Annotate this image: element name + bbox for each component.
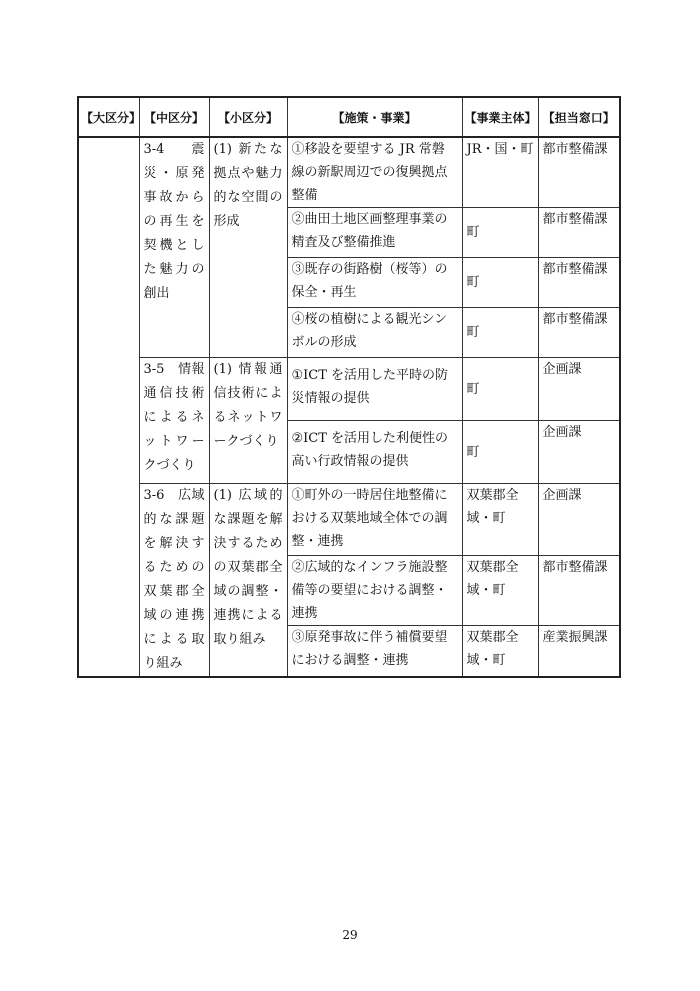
major-category-cell bbox=[78, 137, 139, 677]
minor-category-cell: (1) 新たな拠点や魅力的な空間の形成 bbox=[209, 137, 287, 358]
measure-cell: ④桜の植樹による観光シンボルの形成 bbox=[287, 308, 462, 358]
header-contact-window: 【担当窓口】 bbox=[538, 97, 620, 137]
table-row bbox=[78, 137, 620, 208]
measure-cell: ①町外の一時居住地整備における双葉地域全体での調整・連携 bbox=[287, 484, 462, 556]
measures-table bbox=[77, 96, 621, 678]
entity-cell: 町 bbox=[462, 258, 538, 308]
middle-category-cell: 3-6 広域的な課題を解決するための双葉郡全域の連携による取り組み bbox=[139, 484, 209, 678]
table-row bbox=[78, 358, 620, 421]
minor-category-cell: (1) 広域的な課題を解決するための双葉郡全域の調整・連携による取り組み bbox=[209, 484, 287, 678]
entity-cell: 双葉郡全域・町 bbox=[462, 555, 538, 626]
table-header-row bbox=[78, 97, 620, 137]
window-cell: 産業振興課 bbox=[538, 626, 620, 677]
measure-cell: ①移設を要望する JR 常磐線の新駅周辺での復興拠点整備 bbox=[287, 137, 462, 208]
middle-category-cell: 3-4 震災・原発事故からの再生を契機とした魅力の創出 bbox=[139, 137, 209, 358]
window-cell: 企画課 bbox=[538, 421, 620, 484]
entity-cell: 町 bbox=[462, 421, 538, 484]
header-implementing-body: 【事業主体】 bbox=[462, 97, 538, 137]
measure-cell: ②ICT を活用した利便性の高い行政情報の提供 bbox=[287, 421, 462, 484]
entity-cell: 双葉郡全域・町 bbox=[462, 626, 538, 677]
window-cell: 都市整備課 bbox=[538, 308, 620, 358]
measure-cell: ①ICT を活用した平時の防災情報の提供 bbox=[287, 358, 462, 421]
header-measures: 【施策・事業】 bbox=[287, 97, 462, 137]
window-cell: 企画課 bbox=[538, 358, 620, 421]
entity-cell: 町 bbox=[462, 358, 538, 421]
header-major-category: 【大区分】 bbox=[78, 97, 139, 137]
measure-cell: ②広域的なインフラ施設整備等の要望における調整・連携 bbox=[287, 555, 462, 626]
entity-cell: 双葉郡全域・町 bbox=[462, 484, 538, 556]
window-cell: 都市整備課 bbox=[538, 137, 620, 208]
header-minor-category: 【小区分】 bbox=[209, 97, 287, 137]
window-cell: 都市整備課 bbox=[538, 258, 620, 308]
window-cell: 企画課 bbox=[538, 484, 620, 556]
entity-cell: JR・国・町 bbox=[462, 137, 538, 208]
window-cell: 都市整備課 bbox=[538, 208, 620, 258]
measure-cell: ③原発事故に伴う補償要望における調整・連携 bbox=[287, 626, 462, 677]
measure-cell: ②曲田土地区画整理事業の精査及び整備推進 bbox=[287, 208, 462, 258]
middle-category-cell: 3-5 情報通信技術によるネットワークづくり bbox=[139, 358, 209, 484]
measure-cell: ③既存の街路樹（桜等）の保全・再生 bbox=[287, 258, 462, 308]
page-number: 29 bbox=[342, 928, 358, 942]
entity-cell: 町 bbox=[462, 308, 538, 358]
entity-cell: 町 bbox=[462, 208, 538, 258]
window-cell: 都市整備課 bbox=[538, 555, 620, 626]
table-row bbox=[78, 484, 620, 556]
minor-category-cell: (1) 情報通信技術によるネットワークづくり bbox=[209, 358, 287, 484]
header-middle-category: 【中区分】 bbox=[139, 97, 209, 137]
